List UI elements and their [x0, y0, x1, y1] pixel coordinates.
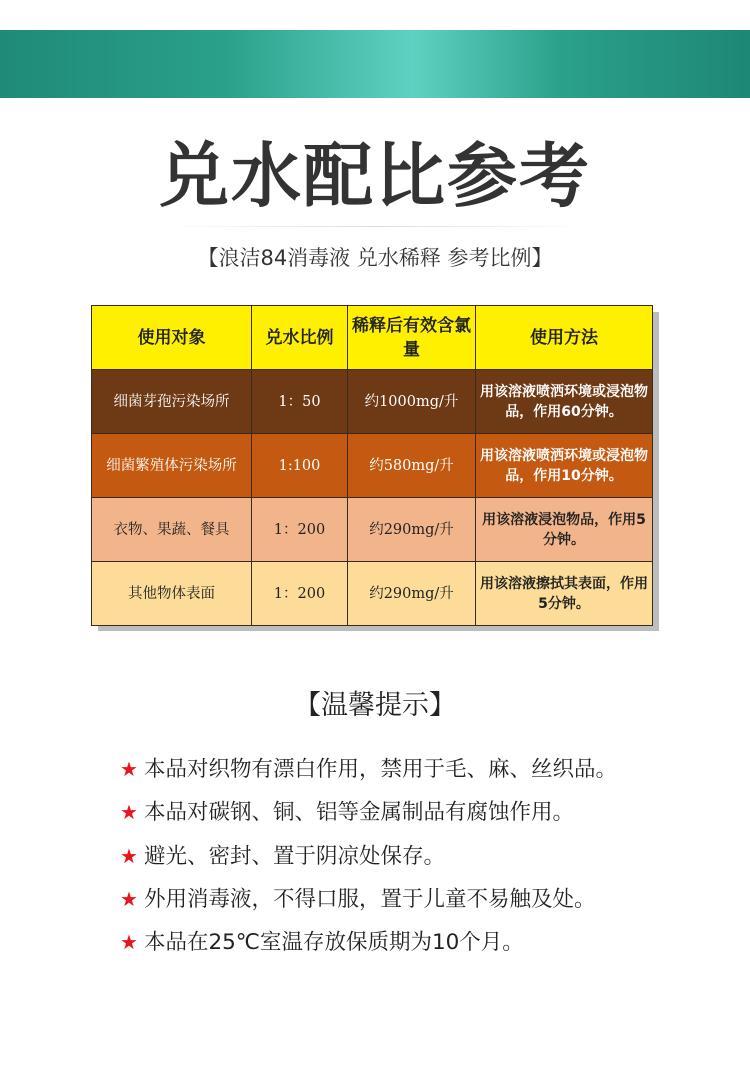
list-item	[120, 921, 720, 964]
tip-text: 本品在25℃室温存放保质期为10个月。	[143, 930, 524, 956]
page-subtitle: 【浪洁84消毒液 兑水稀释 参考比例】	[197, 246, 553, 270]
cell-ratio: 1:100	[252, 434, 348, 498]
title-divider	[160, 226, 590, 227]
cell-target: 细菌芽孢污染场所	[92, 370, 252, 434]
header-chlorine: 稀释后有效含氯量	[348, 306, 476, 370]
cell-target: 衣物、果蔬、餐具	[92, 498, 252, 562]
header-target: 使用对象	[92, 306, 252, 370]
cell-chlorine: 约580mg/升	[348, 434, 476, 498]
star-icon: ★	[120, 757, 138, 781]
cell-method: 用该溶液擦拭其表面，作用5分钟。	[476, 562, 653, 626]
dilution-table	[91, 305, 653, 626]
star-icon: ★	[120, 886, 138, 911]
top-decorative-band	[0, 30, 750, 98]
cell-method: 用该溶液喷洒环境或浸泡物品，作用60分钟。	[476, 370, 653, 434]
cell-target: 其他物体表面	[92, 562, 252, 626]
star-icon: ★	[120, 800, 138, 825]
list-item	[120, 748, 720, 791]
cell-chlorine: 约290mg/升	[348, 498, 476, 562]
tips-heading: 【温馨提示】	[294, 690, 456, 721]
tip-text: 避光、密封、置于阴凉处保存。	[143, 843, 445, 869]
cell-method: 用该溶液浸泡物品，作用5分钟。	[476, 498, 653, 562]
tips-list	[120, 748, 720, 964]
star-icon: ★	[120, 843, 138, 868]
star-icon: ★	[120, 930, 138, 955]
list-item	[120, 835, 720, 878]
tip-text: 外用消毒液，不得口服，置于儿童不易触及处。	[143, 886, 596, 912]
list-item	[120, 791, 720, 834]
cell-ratio: 1：50	[252, 370, 348, 434]
table-header-row	[92, 306, 653, 370]
table-row	[92, 498, 653, 562]
tip-text: 本品对织物有漂白作用，禁用于毛、麻、丝织品。	[143, 757, 617, 782]
cell-method: 用该溶液喷洒环境或浸泡物品，作用10分钟。	[476, 434, 653, 498]
cell-chlorine: 约1000mg/升	[348, 370, 476, 434]
tip-text: 本品对碳钢、铜、铝等金属制品有腐蚀作用。	[143, 800, 574, 826]
table-row	[92, 434, 653, 498]
header-ratio: 兑水比例	[252, 306, 348, 370]
table-row	[92, 370, 653, 434]
cell-chlorine: 约290mg/升	[348, 562, 476, 626]
page-title: 兑水配比参考	[159, 135, 591, 217]
cell-target: 细菌繁殖体污染场所	[92, 434, 252, 498]
dilution-table-container	[91, 305, 652, 624]
cell-ratio: 1：200	[252, 498, 348, 562]
list-item	[120, 878, 720, 921]
cell-ratio: 1：200	[252, 562, 348, 626]
table-row	[92, 562, 653, 626]
header-method: 使用方法	[476, 306, 653, 370]
